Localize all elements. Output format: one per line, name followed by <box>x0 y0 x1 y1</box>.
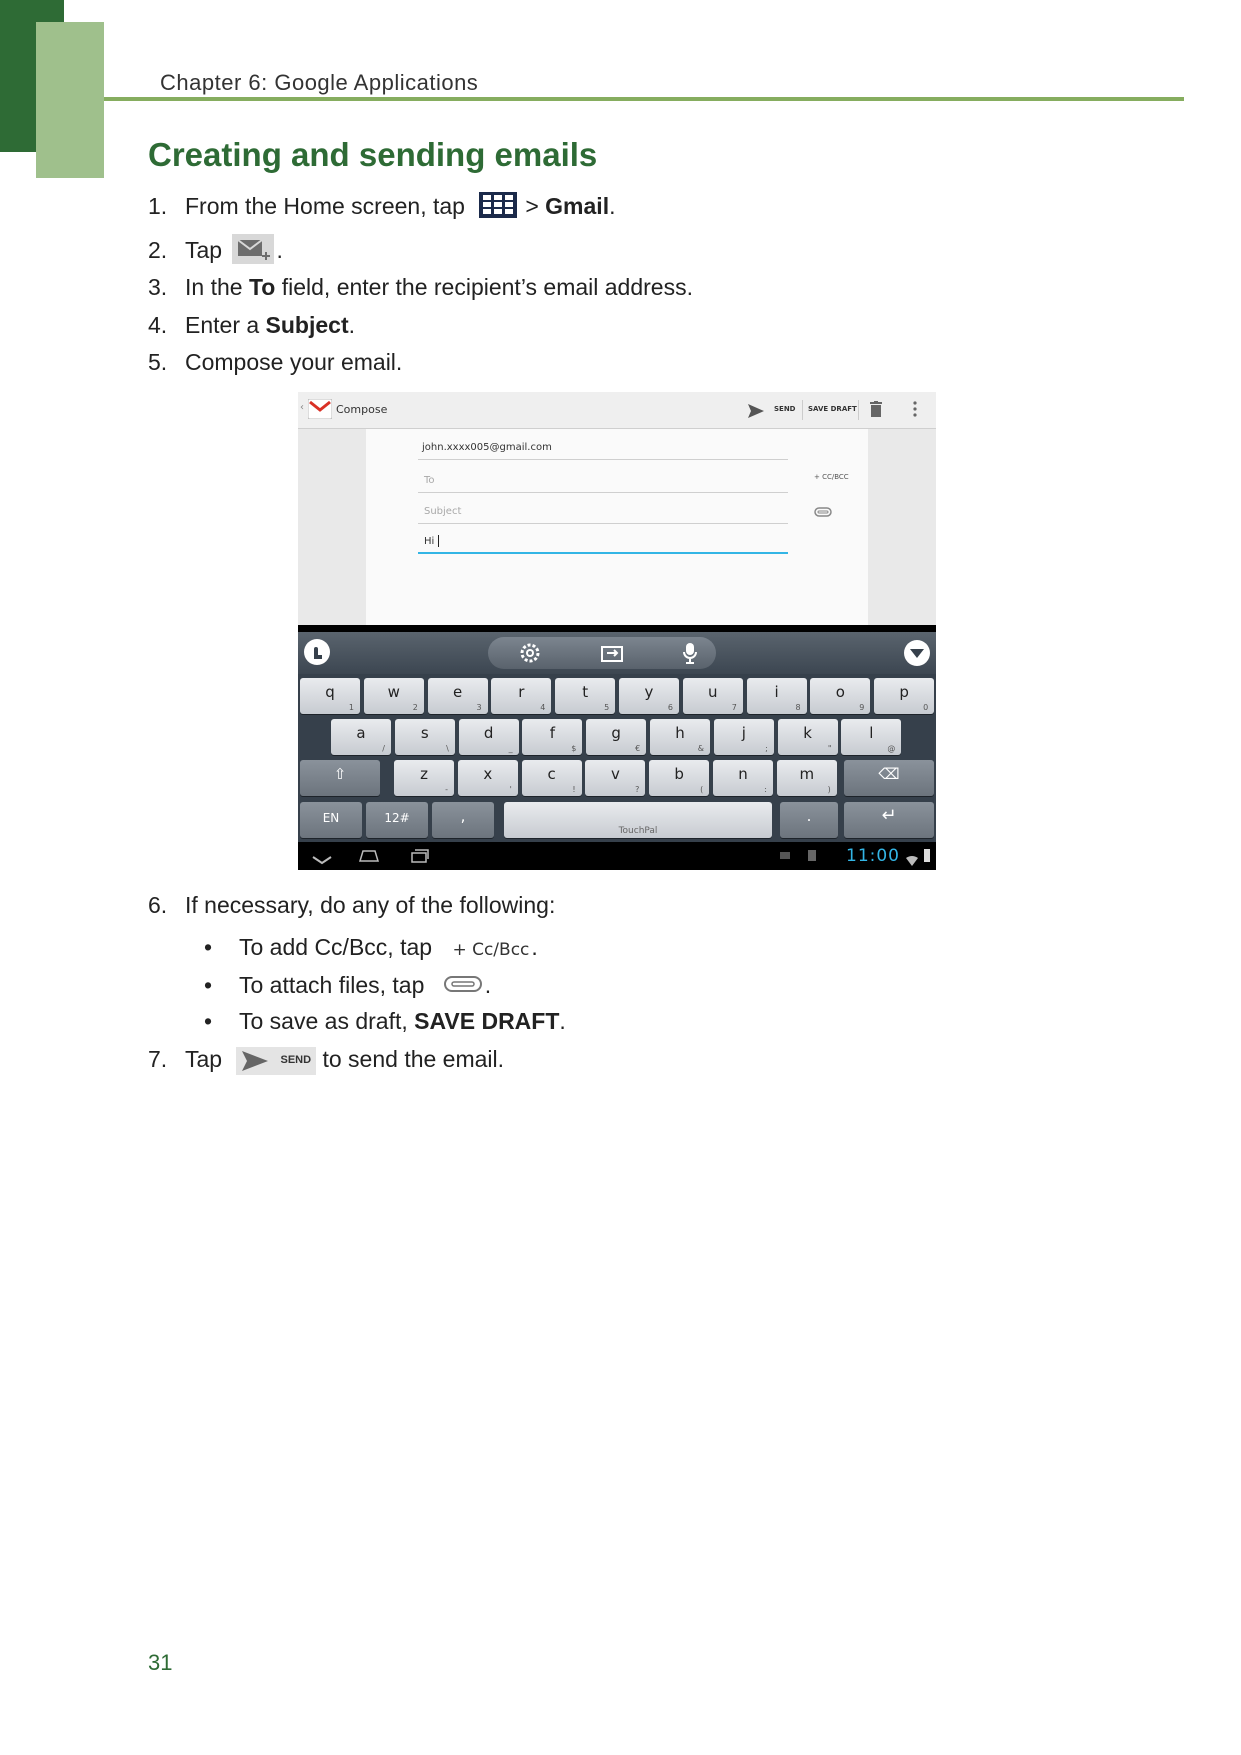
key-p[interactable] <box>874 678 934 714</box>
compose-action-bar <box>298 392 936 429</box>
language-key[interactable]: EN <box>300 802 362 838</box>
enter-arrow-icon: ↵ <box>881 805 897 826</box>
step-2: 2. Tap . <box>148 234 283 270</box>
wifi-icon <box>906 851 918 870</box>
key-label: a <box>356 724 366 742</box>
key-label: h <box>675 724 685 742</box>
key-label: d <box>483 724 494 742</box>
notification-icon <box>780 852 790 859</box>
compose-screenshot <box>298 392 936 870</box>
status-clock: 11:00 <box>846 846 900 866</box>
step-6: 6. If necessary, do any of the following: <box>148 892 556 918</box>
key-label: m <box>799 765 815 783</box>
key-g[interactable] <box>586 719 646 755</box>
key-secondary-label: " <box>827 744 832 753</box>
compose-form-panel <box>366 429 868 625</box>
save-draft-button[interactable]: SAVE DRAFT <box>808 405 857 413</box>
key-label: i <box>774 683 779 701</box>
key-t[interactable] <box>555 678 615 714</box>
backspace-icon: ⌫ <box>878 765 900 783</box>
key-secondary-label: 1 <box>348 703 354 712</box>
key-secondary-label: 9 <box>859 703 865 712</box>
step-4: 4. Enter a Subject. <box>148 312 356 338</box>
key-label: f <box>549 724 556 742</box>
chapter-tab-light <box>36 22 104 178</box>
compose-body <box>298 429 936 625</box>
key-k[interactable] <box>778 719 838 755</box>
key-j[interactable] <box>714 719 774 755</box>
key-w[interactable] <box>364 678 424 714</box>
key-e[interactable] <box>428 678 488 714</box>
key-secondary-label: & <box>697 744 704 753</box>
key-z[interactable] <box>394 760 454 796</box>
hide-keyboard-icon[interactable] <box>902 638 932 672</box>
key-n[interactable] <box>713 760 773 796</box>
body-underline <box>418 552 788 554</box>
key-secondary-label: : <box>764 785 767 794</box>
section-heading: Creating and sending emails <box>148 136 598 173</box>
from-underline <box>418 459 788 460</box>
key-label: r <box>518 683 525 701</box>
to-underline <box>418 492 788 493</box>
key-secondary-label: 0 <box>923 703 929 712</box>
key-secondary-label: 2 <box>412 703 418 712</box>
shift-key[interactable] <box>300 760 380 796</box>
send-inline-icon <box>236 1047 316 1075</box>
key-secondary-label: 4 <box>540 703 546 712</box>
chapter-header: Chapter 6: Google Applications <box>160 70 479 95</box>
key-secondary-label: 3 <box>476 703 482 712</box>
nav-recents-icon[interactable] <box>410 848 430 867</box>
key-secondary-label: \ <box>446 744 449 753</box>
key-secondary-label: $ <box>571 744 577 753</box>
key-i[interactable] <box>747 678 807 714</box>
key-label: j <box>741 724 746 742</box>
overflow-menu-icon[interactable] <box>913 401 917 421</box>
body-field[interactable]: Hi <box>424 536 435 547</box>
key-secondary-label: / <box>382 744 385 753</box>
key-label: k <box>803 724 812 742</box>
space-key[interactable]: TouchPal <box>504 802 772 838</box>
key-d[interactable] <box>459 719 519 755</box>
key-secondary-label: ) <box>827 785 831 794</box>
key-l[interactable] <box>841 719 901 755</box>
key-secondary-label: € <box>635 744 641 753</box>
layout-switch-icon[interactable] <box>601 643 623 667</box>
key-secondary-label: - <box>445 785 448 794</box>
key-label: e <box>452 683 463 701</box>
key-secondary-label: 8 <box>795 703 801 712</box>
key-m[interactable] <box>777 760 837 796</box>
key-label: u <box>708 683 718 701</box>
subject-field[interactable]: Subject <box>424 506 462 517</box>
text-cursor <box>438 535 439 547</box>
trash-icon[interactable] <box>870 401 882 421</box>
key-b[interactable] <box>649 760 709 796</box>
period-key[interactable]: . <box>780 802 838 838</box>
key-label: w <box>387 683 400 701</box>
key-c[interactable] <box>522 760 582 796</box>
bullet-dot: • <box>204 972 213 998</box>
from-field[interactable]: john.xxxx005@gmail.com <box>422 442 552 453</box>
key-label: z <box>420 765 428 783</box>
enter-key[interactable] <box>844 802 934 838</box>
page-number: 31 <box>148 1650 173 1675</box>
key-h[interactable] <box>650 719 710 755</box>
key-label: s <box>420 724 429 742</box>
keyboard <box>298 632 936 842</box>
key-label: n <box>738 765 748 783</box>
shift-arrow-icon: ⇧ <box>333 765 347 783</box>
key-secondary-label: ! <box>572 785 576 794</box>
subject-underline <box>418 523 788 524</box>
delete-key[interactable] <box>844 760 934 796</box>
step-3: 3. In the To field, enter the recipient’s email address. <box>148 274 693 300</box>
key-secondary-label: 5 <box>604 703 610 712</box>
keyboard-toolbar <box>298 632 936 674</box>
key-label: b <box>674 765 684 783</box>
key-q[interactable] <box>300 678 360 714</box>
touchpal-gesture-icon[interactable] <box>302 637 332 671</box>
key-f[interactable] <box>522 719 582 755</box>
action-divider <box>802 400 803 420</box>
action-divider-2 <box>858 400 859 420</box>
key-u[interactable] <box>683 678 743 714</box>
bullet-attach: • To attach files, tap . <box>204 972 491 1000</box>
step-1: 1. From the Home screen, tap > Gmail. <box>148 192 615 224</box>
nav-back-icon[interactable] <box>312 850 332 869</box>
key-label: o <box>835 683 845 701</box>
key-label: p <box>899 683 909 701</box>
key-y[interactable] <box>619 678 679 714</box>
key-a[interactable] <box>331 719 391 755</box>
key-secondary-label: ( <box>700 785 704 794</box>
key-secondary-label: 6 <box>667 703 673 712</box>
symbols-key[interactable]: 12# <box>366 802 428 838</box>
compose-mail-icon <box>232 234 274 270</box>
key-label: c <box>547 765 556 783</box>
microphone-icon[interactable] <box>682 642 698 668</box>
bullet-dot: • <box>204 1008 213 1034</box>
send-button[interactable]: SEND <box>774 405 796 413</box>
send-arrow-icon[interactable] <box>748 403 764 422</box>
system-navbar <box>298 842 936 870</box>
key-secondary-label: @ <box>887 744 896 753</box>
back-caret-icon: ‹ <box>300 402 304 413</box>
attach-icon[interactable] <box>814 502 832 521</box>
key-secondary-label: ; <box>765 744 768 753</box>
bullet-save-draft: • To save as draft, SAVE DRAFT. <box>204 1008 566 1034</box>
key-label: q <box>325 683 335 701</box>
step-7: 7. Tap SEND to send the email. <box>148 1046 504 1075</box>
key-label: x <box>483 765 493 783</box>
key-label: v <box>610 765 620 783</box>
step-5: 5. Compose your email. <box>148 349 403 375</box>
key-x[interactable] <box>458 760 518 796</box>
apps-grid-icon <box>479 192 517 224</box>
gmail-logo-icon <box>308 399 332 423</box>
key-label: t <box>582 683 589 701</box>
key-v[interactable] <box>585 760 645 796</box>
header-rule <box>104 97 1184 101</box>
paperclip-icon <box>443 973 483 1000</box>
cc-bcc-inline-icon: + Cc/Bcc <box>452 940 530 960</box>
sd-card-icon <box>808 850 816 861</box>
bullet-dot: • <box>204 934 213 960</box>
key-label: l <box>869 724 874 742</box>
nav-home-icon[interactable] <box>358 848 380 867</box>
key-o[interactable] <box>810 678 870 714</box>
key-secondary-label: ' <box>509 785 512 794</box>
battery-icon <box>924 849 930 862</box>
key-label: g <box>611 724 621 742</box>
key-secondary-label: _ <box>508 744 513 753</box>
to-field[interactable]: To <box>424 475 435 486</box>
key-secondary-label: ? <box>635 785 640 794</box>
key-label: y <box>644 683 654 701</box>
comma-key[interactable]: , <box>432 802 494 838</box>
send-inline-label: SEND <box>280 1053 312 1066</box>
compose-title: Compose <box>336 403 388 416</box>
key-r[interactable] <box>491 678 551 714</box>
key-secondary-label: 7 <box>731 703 737 712</box>
cc-bcc-button[interactable]: + CC/BCC <box>814 473 849 481</box>
bullet-cc-bcc: • To add Cc/Bcc, tap + Cc/Bcc. <box>204 934 538 960</box>
key-s[interactable] <box>395 719 455 755</box>
settings-gear-icon[interactable] <box>520 643 540 667</box>
